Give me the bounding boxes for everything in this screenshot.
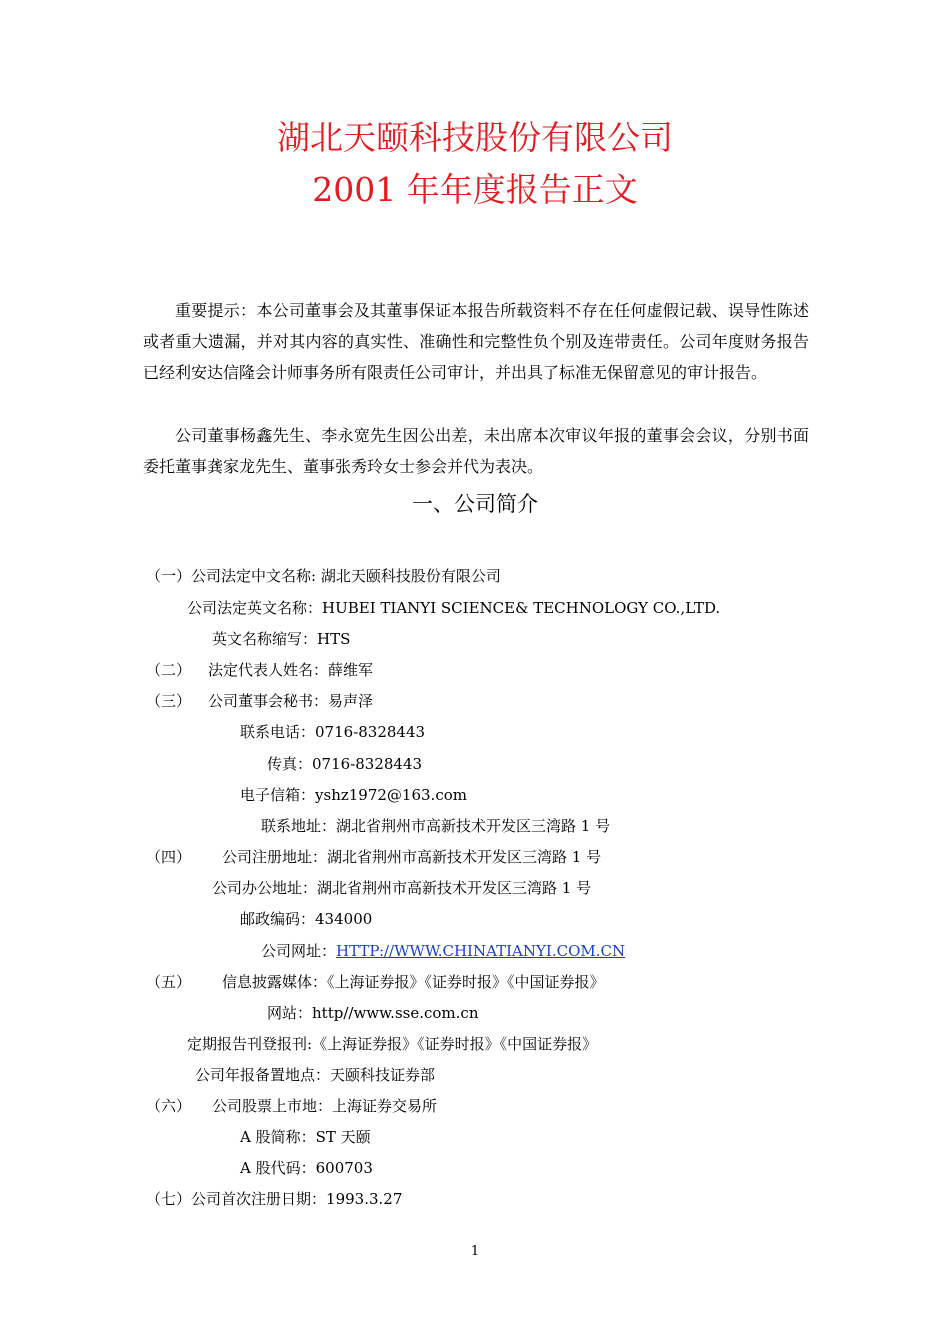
email-row bbox=[240, 784, 467, 806]
field-value: ST 天颐 bbox=[315, 1128, 371, 1146]
field-label: 公司董事会秘书： bbox=[208, 692, 329, 710]
field-value: http//www.sse.com.cn bbox=[312, 1004, 479, 1022]
periodic-report-row bbox=[187, 1033, 597, 1055]
field-value: yshz1972@163.com bbox=[315, 786, 467, 804]
report-location-row bbox=[195, 1064, 435, 1086]
field-value: 湖北天颐科技股份有限公司 bbox=[316, 567, 501, 585]
field-label: 公司注册地址： bbox=[222, 848, 328, 866]
item-mark: （四） bbox=[146, 848, 192, 866]
title-report-name: 2001 年年度报告正文 bbox=[312, 170, 638, 209]
item-mark: （一） bbox=[146, 567, 192, 585]
item-mark: （二） bbox=[146, 661, 192, 679]
field-value: 1993.3.27 bbox=[326, 1190, 403, 1208]
english-abbr-row bbox=[212, 628, 350, 650]
field-value: 0716-8328443 bbox=[315, 723, 426, 741]
phone-row bbox=[240, 721, 425, 743]
field-label: 英文名称缩写： bbox=[212, 630, 318, 648]
field-label: A 股简称： bbox=[240, 1128, 316, 1146]
field-label: 公司首次注册日期： bbox=[191, 1190, 327, 1208]
field-value: 湖北省荆州市高新技术开发区三湾路 1 号 bbox=[336, 817, 611, 835]
field-value: 湖北省荆州市高新技术开发区三湾路 1 号 bbox=[327, 848, 602, 866]
field-value: 天颐科技证券部 bbox=[330, 1066, 436, 1084]
website-row bbox=[261, 940, 625, 962]
chinese-name-row bbox=[146, 565, 501, 587]
title-company-name: 湖北天颐科技股份有限公司 bbox=[277, 118, 673, 157]
registered-address-row bbox=[222, 846, 601, 868]
field-value: 上海证券交易所 bbox=[332, 1097, 438, 1115]
item-mark: （七） bbox=[146, 1190, 192, 1208]
field-label: 公司办公地址： bbox=[212, 879, 318, 897]
field-label: 公司年报备置地点： bbox=[195, 1066, 331, 1084]
section-heading: 一、公司简介 bbox=[412, 492, 538, 516]
field-value: 0716-8328443 bbox=[312, 755, 423, 773]
item-mark: （五） bbox=[146, 973, 192, 991]
field-value: 434000 bbox=[315, 910, 373, 928]
page-number: 1 bbox=[470, 1244, 480, 1259]
field-value: HUBEI TIANYI SCIENCE& TECHNOLOGY CO.,LTD. bbox=[322, 599, 721, 617]
website-link[interactable]: HTTP://WWW.CHINATIANYI.COM.CN bbox=[336, 942, 626, 960]
field-label: 定期报告刊登报刊: bbox=[187, 1035, 313, 1053]
board-secretary-row bbox=[208, 690, 373, 712]
english-name-row bbox=[187, 597, 720, 619]
field-value: HTS bbox=[317, 630, 351, 648]
item-mark: （三） bbox=[146, 692, 192, 710]
field-label: 网站： bbox=[267, 1004, 313, 1022]
a-share-code-row bbox=[240, 1157, 373, 1179]
item-mark: （六） bbox=[146, 1097, 192, 1115]
field-label: 公司股票上市地： bbox=[212, 1097, 333, 1115]
field-value: 薛维军 bbox=[328, 661, 374, 679]
registration-date-row bbox=[146, 1188, 402, 1210]
field-label: 公司法定中文名称: bbox=[191, 567, 317, 585]
field-label: 传真： bbox=[267, 755, 313, 773]
field-label: 公司网址： bbox=[261, 942, 337, 960]
field-label: 公司法定英文名称： bbox=[187, 599, 323, 617]
field-value: 《上海证券报》《证券时报》《中国证券报》 bbox=[327, 973, 605, 991]
directors-absence-note: 公司董事杨鑫先生、李永宽先生因公出差，未出席本次审议年报的董事会会议，分别书面委托董事龚家龙先生、董事张秀玲女士参会并代为表决。 bbox=[143, 426, 809, 476]
fax-row bbox=[267, 753, 422, 775]
office-address-row bbox=[212, 877, 591, 899]
field-label: 信息披露媒体： bbox=[222, 973, 328, 991]
postal-code-row bbox=[240, 908, 372, 930]
field-label: 联系地址： bbox=[261, 817, 337, 835]
legal-representative-row bbox=[208, 659, 373, 681]
important-notice: 重要提示：本公司董事会及其董事保证本报告所载资料不存在任何虚假记载、误导性陈述或者重大遗漏，并对其内容的真实性、准确性和完整性负个别及连带责任。公司年度财务报告已经利安达信隆会计师事务所有限责任公司审计，并出具了标准无保留意见的审计报告。 bbox=[143, 301, 809, 382]
contact-address-row bbox=[261, 815, 610, 837]
field-label: 电子信箱： bbox=[240, 786, 316, 804]
listing-exchange-row bbox=[212, 1095, 437, 1117]
a-share-name-row bbox=[240, 1126, 371, 1148]
field-label: A 股代码： bbox=[240, 1159, 316, 1177]
field-label: 邮政编码： bbox=[240, 910, 316, 928]
field-value: 湖北省荆州市高新技术开发区三湾路 1 号 bbox=[317, 879, 592, 897]
field-label: 联系电话： bbox=[240, 723, 316, 741]
field-label: 法定代表人姓名： bbox=[208, 661, 329, 679]
disclosure-media-row bbox=[222, 971, 605, 993]
field-value: 《上海证券报》《证券时报》《中国证券报》 bbox=[312, 1035, 598, 1053]
site-row bbox=[267, 1002, 478, 1024]
field-value: 600703 bbox=[315, 1159, 373, 1177]
field-value: 易声泽 bbox=[328, 692, 374, 710]
